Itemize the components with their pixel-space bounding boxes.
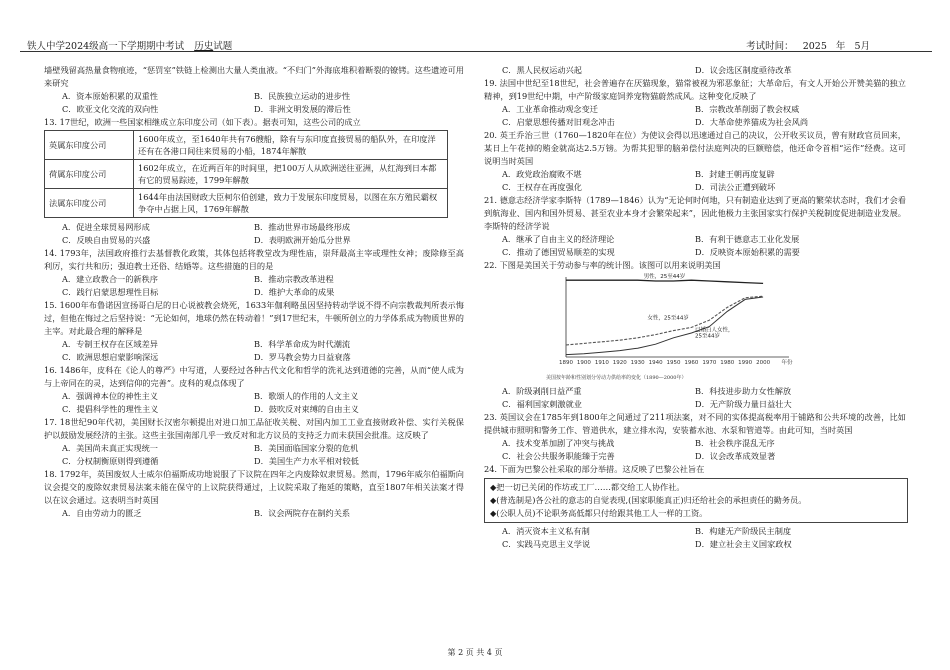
q23-options-row1 bbox=[484, 437, 906, 450]
q13-stem: 13. 17世纪，欧洲一些国家相继成立东印度公司（如下表）。据表可知，这些公司的成立 bbox=[44, 117, 361, 127]
x-tick-label: 1930 bbox=[630, 360, 645, 366]
q17-option-c[interactable]: C．分权制衡原则得到遵循 bbox=[62, 456, 159, 466]
labor-participation-svg bbox=[546, 273, 811, 373]
q15-options-row2 bbox=[44, 351, 464, 364]
q14-option-d[interactable]: D．维护大革命的成果 bbox=[254, 287, 335, 297]
q14-options-row2 bbox=[44, 286, 464, 299]
q15-option-b[interactable]: B．科学革命成为时代潮流 bbox=[254, 339, 351, 349]
q18-options-row2 bbox=[484, 64, 906, 77]
x-tick-label: 年份 bbox=[781, 360, 793, 366]
q24-option-c[interactable]: C．实践马克思主义学说 bbox=[502, 539, 591, 549]
x-tick-label: 1900 bbox=[576, 360, 591, 366]
q13-option-d[interactable]: D．表明欧洲开始瓜分世界 bbox=[254, 235, 351, 245]
q15-option-c[interactable]: C．欧洲思想启蒙影响深远 bbox=[62, 352, 159, 362]
series-label: 男性，25至44岁 bbox=[643, 274, 686, 280]
q16-stem: 16. 1486年，皮科在《论人的尊严》中写道，人要经过各种古代文化和哲学的洗礼达到道德的完善，从而“使人成为与上帝同在的灵，达到信仰的完善”。皮科的观点体现了 bbox=[44, 365, 464, 388]
q22-option-b[interactable]: B．科技进步助力女性解放 bbox=[695, 386, 792, 396]
q18-option-b[interactable]: B．议会两院存在制约关系 bbox=[254, 508, 351, 518]
q14-option-b[interactable]: B．推动宗教改革进程 bbox=[254, 274, 334, 284]
q23-options-row2 bbox=[484, 450, 906, 463]
left-column bbox=[44, 64, 464, 520]
q15-option-a[interactable]: A．专制王权存在区域差异 bbox=[62, 339, 158, 349]
right-column bbox=[484, 64, 906, 551]
q20-stem: 20. 英王乔治三世（1760—1820年在位）为使议会得以迅速通过自己的决议，公开收买议员，曾有财政官员回来，某日上午花掉的贿金就高达2.5万镑。为帮其犯罪的脑弟偿付法庭判决的巨额赔偿，他还命令首相“运作”经费。这可说明当时英国 bbox=[484, 130, 906, 166]
q24-option-b[interactable]: B．构建无产阶级民主制度 bbox=[695, 526, 792, 536]
q15-options-row1 bbox=[44, 338, 464, 351]
q19-options-row1 bbox=[484, 103, 906, 116]
q23-option-b[interactable]: B．社会秩序混乱无序 bbox=[695, 438, 775, 448]
q18-option-a[interactable]: A．自由劳动力的匮乏 bbox=[62, 508, 142, 518]
east-india-company-table bbox=[44, 130, 448, 218]
q17-options-row2 bbox=[44, 455, 464, 468]
q18-stem: 18. 1792年，英国废奴人士威尔伯福斯成功地说服了下议院在四年之内废除奴隶贸易。然而，1796年威尔伯福斯向议会提交的废除奴隶贸易法案未能在保守的上议院获得通过，上议院采取了拖延的策略，直至1807年相关法案才得以在议会通过。这表明当时英国 bbox=[44, 469, 464, 505]
q21-option-a[interactable]: A．继承了自由主义的经济理论 bbox=[502, 234, 615, 244]
measure-line: ◆(公职人员)不论职务高低都只付给跟其他工人一样的工资。 bbox=[490, 508, 708, 518]
x-tick-label: 1940 bbox=[648, 360, 663, 366]
q16-option-b[interactable]: B．歌颂人的作用的人文主义 bbox=[254, 391, 359, 401]
q12-option-b[interactable]: B．民族独立运动的进步性 bbox=[254, 91, 351, 101]
paris-commune-measures-box bbox=[484, 478, 908, 523]
q17-option-b[interactable]: B．美国面临国家分裂的危机 bbox=[254, 443, 359, 453]
q19-options-row2 bbox=[484, 116, 906, 129]
q23-option-d[interactable]: D．议会改革成效显著 bbox=[695, 451, 776, 461]
q14-option-a[interactable]: A．建立政教合一的新秩序 bbox=[62, 274, 158, 284]
q18-options-row1 bbox=[44, 507, 464, 520]
series-line bbox=[566, 297, 763, 355]
q16-options-row2 bbox=[44, 403, 464, 416]
school-exam-title: 铁人中学2024级高一下学期期中考试 bbox=[27, 41, 185, 52]
q15-option-d[interactable]: D．罗马教会势力日益衰落 bbox=[254, 352, 351, 362]
x-tick-label: 1920 bbox=[612, 360, 627, 366]
x-tick-label: 1960 bbox=[684, 360, 699, 366]
q13-options-row1 bbox=[44, 221, 464, 234]
q24-stem: 24. 下面为巴黎公社采取的部分举措。这反映了巴黎公社旨在 bbox=[484, 464, 705, 474]
q12-options-row1 bbox=[44, 90, 464, 103]
q24-option-a[interactable]: A．消灭资本主义私有制 bbox=[502, 526, 590, 536]
q17-options-row1 bbox=[44, 442, 464, 455]
company-description: 1602年成立，在近两百年的时间里，把100万人从欧洲送往亚洲，从红海到日本都有它的贸易踪迹，1799年解散 bbox=[134, 160, 448, 189]
subject-label: 历史 bbox=[194, 41, 214, 52]
x-tick-label: 2000 bbox=[756, 360, 771, 366]
q16-option-a[interactable]: A．强调神本位的神性主义 bbox=[62, 391, 158, 401]
q12-option-c[interactable]: C．欧亚文化交流的双向性 bbox=[62, 104, 159, 114]
q20-options-row2 bbox=[484, 181, 906, 194]
company-name: 法属东印度公司 bbox=[45, 189, 134, 218]
q22-stem: 22. 下图是美国关于劳动参与率的统计图。该图可以用来说明美国 bbox=[484, 260, 721, 270]
q12-option-d[interactable]: D．非洲文明发展的滞后性 bbox=[254, 104, 351, 114]
q17-option-a[interactable]: A．美国尚未真正实现统一 bbox=[62, 443, 158, 453]
labor-participation-chart bbox=[546, 273, 811, 383]
series-line bbox=[566, 280, 763, 283]
q12-option-a[interactable]: A．资本原始积累的双重性 bbox=[62, 91, 158, 101]
q18-option-c[interactable]: C．黑人民权运动兴起 bbox=[502, 65, 582, 75]
q19-option-c[interactable]: C．启蒙思想传播对旧观念冲击 bbox=[502, 117, 615, 127]
company-name: 荷属东印度公司 bbox=[45, 160, 134, 189]
q16-options-row1 bbox=[44, 390, 464, 403]
q12-tail-text: 墙壁残留高热量食物痕迹，“惩罚室”铁链上检测出大量人类血液。“不归门”外海底堆积着断裂的镣铐。这些遗迹可用来研究 bbox=[44, 65, 464, 88]
q13-option-c[interactable]: C．反映自由贸易的兴盛 bbox=[62, 235, 151, 245]
year-unit: 年 bbox=[835, 41, 846, 52]
q21-options-row2 bbox=[484, 246, 906, 259]
q22-option-a[interactable]: A．阶级剥削日益严重 bbox=[502, 386, 582, 396]
q14-option-c[interactable]: C．践行启蒙思想理性目标 bbox=[62, 287, 159, 297]
q24-options-row1 bbox=[484, 525, 906, 538]
q19-option-d[interactable]: D．大革命使养猫成为社会风尚 bbox=[695, 117, 809, 127]
q19-stem: 19. 法国中世纪至18世纪，社会普遍存在厌猫现象，猫常被视为邪恶象征；大革命后，有文人开始公开赞美猫的独立精神，到19世纪中期，中产阶级家庭饲养宠物猫蔚然成风。这种变化反映了 bbox=[484, 78, 906, 101]
q19-option-b[interactable]: B．宗教改革削弱了教会权威 bbox=[695, 104, 800, 114]
measure-line: ◆(普选制是)各公社的意志的自觉表现,(国家职能真正)归还给社会的承担责任的勤务员。 bbox=[490, 495, 807, 505]
q24-options-row2 bbox=[484, 538, 906, 551]
company-description: 1600年成立，至1640年共有76艘船，除有与东印度直接贸易的船队外，在印度洋还有在各港口间往来贸易的小船，1874年解散 bbox=[134, 131, 448, 160]
q20-option-b[interactable]: B．封建王朝再度复辟 bbox=[695, 169, 775, 179]
q23-option-a[interactable]: A．技术变革加剧了冲突与挑战 bbox=[502, 438, 615, 448]
q22-option-d[interactable]: D．无产阶级力量日益壮大 bbox=[695, 399, 792, 409]
q21-stem: 21. 德意志经济学家李斯特（1789—1846）认为“无论何时何地，只有制造业达到了更高的繁荣状态时，我们才会看到航海业、国内和国外贸易、甚至农业本身才会繁荣起来”，因此他极力主张国家实行保护关税制度促进制造业发展。李斯特的经济学说 bbox=[484, 195, 906, 231]
q13-option-a[interactable]: A．促进全球贸易网形成 bbox=[62, 222, 150, 232]
exam-month: 5月 bbox=[854, 41, 870, 52]
x-tick-label: 1970 bbox=[702, 360, 717, 366]
q16-option-c[interactable]: C．提倡科学性的理性主义 bbox=[62, 404, 159, 414]
header-rule bbox=[20, 51, 932, 52]
chart-caption: 美国按年龄和性别划分劳动力供给率的变化（1890—2000年） bbox=[546, 375, 687, 381]
series-label: 已婚白人女性， bbox=[695, 327, 734, 334]
series-label: 25至44岁 bbox=[695, 333, 720, 340]
exam-time-label: 考试时间： bbox=[746, 41, 794, 52]
table-row bbox=[45, 189, 448, 218]
q17-option-d[interactable]: D．美国生产力水平相对较低 bbox=[254, 456, 359, 466]
table-row bbox=[45, 160, 448, 189]
q14-options-row1 bbox=[44, 273, 464, 286]
q13-options-row2 bbox=[44, 234, 464, 247]
q20-option-d[interactable]: D．司法公正遭到破坏 bbox=[695, 182, 776, 192]
q21-option-b[interactable]: B．有利于德意志工业化发展 bbox=[695, 234, 800, 244]
q21-option-d[interactable]: D．反映资本原始积累的需要 bbox=[695, 247, 800, 257]
measure-line: ◆把一切已关闭的作坊或工厂……都交给工人协作社。 bbox=[490, 482, 685, 492]
x-tick-label: 1910 bbox=[594, 360, 609, 366]
series-label: 女性，25至44岁 bbox=[647, 315, 689, 322]
q24-option-d[interactable]: D．建立社会主义国家政权 bbox=[695, 539, 792, 549]
q22-option-c[interactable]: C．福利国家刺激就业 bbox=[502, 399, 582, 409]
paper-label: 试题 bbox=[213, 41, 233, 52]
x-tick-label: 1950 bbox=[666, 360, 681, 366]
q21-option-c[interactable]: C．推动了德国贸易顺差的实现 bbox=[502, 247, 615, 257]
x-tick-label: 1980 bbox=[720, 360, 735, 366]
q20-options-row1 bbox=[484, 168, 906, 181]
x-tick-label: 1990 bbox=[738, 360, 753, 366]
exam-year: 2025 bbox=[802, 41, 827, 52]
company-name: 英属东印度公司 bbox=[45, 131, 134, 160]
q16-option-d[interactable]: D．鼓吹反对束缚的自由主义 bbox=[254, 404, 359, 414]
q20-option-c[interactable]: C．王权存在再度强化 bbox=[502, 182, 582, 192]
q17-stem: 17. 18世纪90年代初，美国财长汉密尔顿提出对进口加工品征收关税、对国内加工工业直接财政补偿、实行关税保护以鼓励发展经济的主张。这些主张国南部几乎一致反对和北方议员的支持乏力而未获国会批准。这反映了 bbox=[44, 417, 464, 440]
q23-option-c[interactable]: C．社会公共服务职能臻于完善 bbox=[502, 451, 615, 461]
q18-option-d[interactable]: D．议会选区制度亟待改革 bbox=[695, 65, 792, 75]
q13-option-b[interactable]: B．推动世界市场最终形成 bbox=[254, 222, 351, 232]
table-row bbox=[45, 131, 448, 160]
q20-option-a[interactable]: A．政党政治腐败不堪 bbox=[502, 169, 582, 179]
q12-options-row2 bbox=[44, 103, 464, 116]
q19-option-a[interactable]: A．工业革命推动观念变迁 bbox=[502, 104, 598, 114]
q21-options-row1 bbox=[484, 233, 906, 246]
q15-stem: 15. 1600年布鲁诺因宣扬哥白尼的日心说被教会烧死，1633年伽利略虽因坚持转动学说不得不向宗教裁判所表示悔过，但他在悔过之后坚持说：“无论如何，地球仍然在转动着！”到17世纪末，牛顿所创立的力学体系成为物质世界的主宰。对此最合理的解释是 bbox=[44, 300, 464, 336]
exam-time bbox=[746, 38, 870, 52]
q22-options-row2 bbox=[484, 398, 906, 411]
x-tick-label: 1890 bbox=[559, 360, 573, 366]
exam-title bbox=[27, 38, 232, 52]
company-description: 1644年由法国财政大臣柯尔伯创建，致力于发展东印度贸易，以图在东方殖民霸权争夺中占据上风，1769年解散 bbox=[134, 189, 448, 218]
q14-stem: 14. 1793年，法国政府推行去基督教化政策，其体包括将教堂改为理性庙，崇拜最高主宰或理性女神；废除修至高利厉，实行共和历；强迫教士还俗、结婚等。这些措施的目的是 bbox=[44, 248, 464, 271]
q22-options-row1 bbox=[484, 385, 906, 398]
q23-stem: 23. 英国议会在1785年到1800年之间通过了211项法案，对不同的实体提高税率用于铺路和公共环境的改善，比如提供城市照明和警务工作、管道供水，建立排水沟，安装蓄水池、水泵和管道等。由此可知，当时英国 bbox=[484, 412, 906, 435]
page-number: 第 2 页 共 4 页 bbox=[447, 648, 503, 657]
